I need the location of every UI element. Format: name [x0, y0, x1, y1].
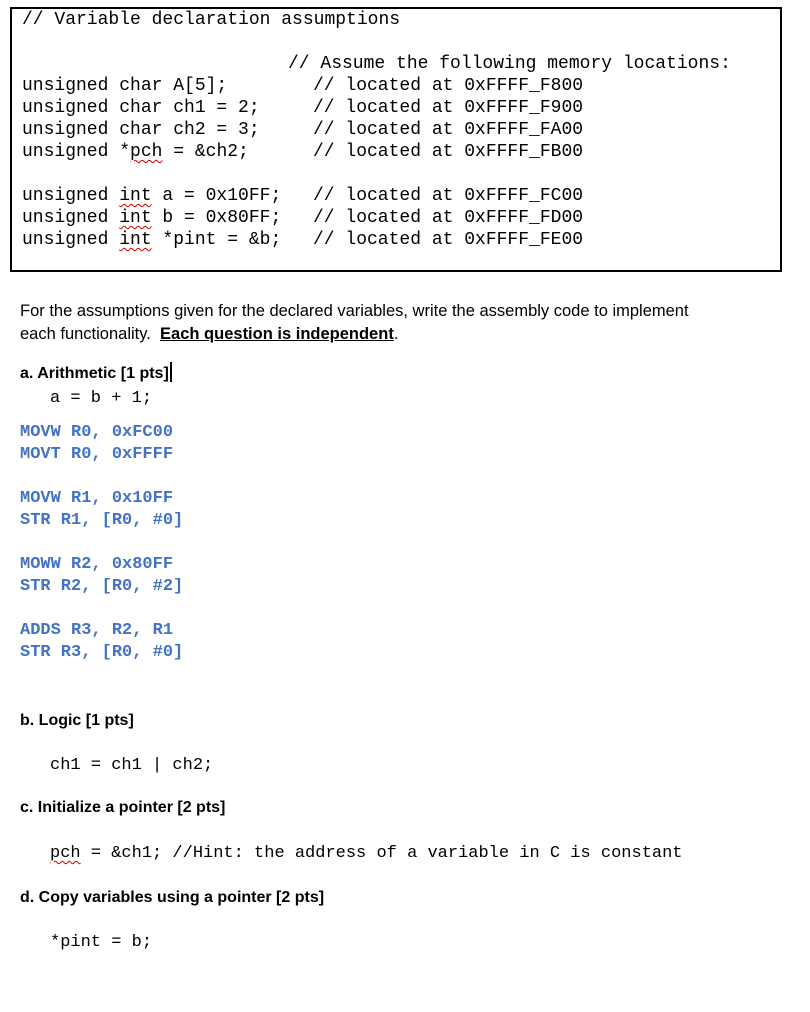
decl-line: unsigned *pch = &ch2; [22, 142, 249, 162]
decl-line: unsigned int *pint = &b; [22, 230, 282, 250]
question-a-code: a = b + 1; [50, 389, 153, 408]
text-cursor [170, 362, 172, 382]
question-d-code: *pint = b; [50, 933, 153, 952]
question-b-code: ch1 = ch1 | ch2; [50, 756, 214, 775]
spellcheck-word: int [119, 230, 152, 250]
question-b-heading: b. Logic [1 pts] [20, 712, 134, 729]
decl-line: unsigned int b = 0x80FF; [22, 208, 282, 228]
asm-line: STR R1, [R0, #0] [20, 511, 184, 530]
asm-line: ADDS R3, R2, R1 [20, 621, 174, 640]
question-c-heading: c. Initialize a pointer [2 pts] [20, 799, 226, 816]
assume-comment: // Assume the following memory locations: [288, 54, 731, 74]
decl-line: unsigned char ch2 = 3; [22, 120, 260, 140]
asm-line: MOWW R2, 0x80FF [20, 555, 174, 574]
decl-line: unsigned char ch1 = 2; [22, 98, 260, 118]
spellcheck-word: pch [130, 142, 163, 162]
instructions-line-2: each functionality. Each question is independent. [20, 325, 399, 343]
asm-line: MOVW R0, 0xFC00 [20, 423, 174, 442]
independent-emphasis: Each question is independent [160, 325, 394, 343]
decl-line: unsigned char A[5]; [22, 76, 228, 96]
question-a-heading: a. Arithmetic [1 pts] [20, 362, 172, 385]
box-title: // Variable declaration assumptions [22, 10, 401, 30]
decl-comment: // located at 0xFFFF_FE00 [313, 230, 584, 250]
spellcheck-word: int [119, 208, 152, 228]
spellcheck-word: int [119, 186, 152, 206]
decl-comment: // located at 0xFFFF_F900 [313, 98, 584, 118]
asm-line: STR R3, [R0, #0] [20, 643, 184, 662]
decl-comment: // located at 0xFFFF_FD00 [313, 208, 584, 228]
decl-comment: // located at 0xFFFF_FB00 [313, 142, 584, 162]
decl-line: unsigned int a = 0x10FF; [22, 186, 282, 206]
asm-line: MOVT R0, 0xFFFF [20, 445, 174, 464]
decl-comment: // located at 0xFFFF_FC00 [313, 186, 584, 206]
decl-comment: // located at 0xFFFF_FA00 [313, 120, 584, 140]
question-d-heading: d. Copy variables using a pointer [2 pts] [20, 889, 325, 906]
decl-comment: // located at 0xFFFF_F800 [313, 76, 584, 96]
asm-line: STR R2, [R0, #2] [20, 577, 184, 596]
asm-line: MOVW R1, 0x10FF [20, 489, 174, 508]
question-c-code: pch = &ch1; //Hint: the address of a variable in C is constant [50, 844, 683, 863]
spellcheck-word: pch [50, 844, 81, 863]
instructions-line-1: For the assumptions given for the declared variables, write the assembly code to implement [20, 302, 689, 320]
